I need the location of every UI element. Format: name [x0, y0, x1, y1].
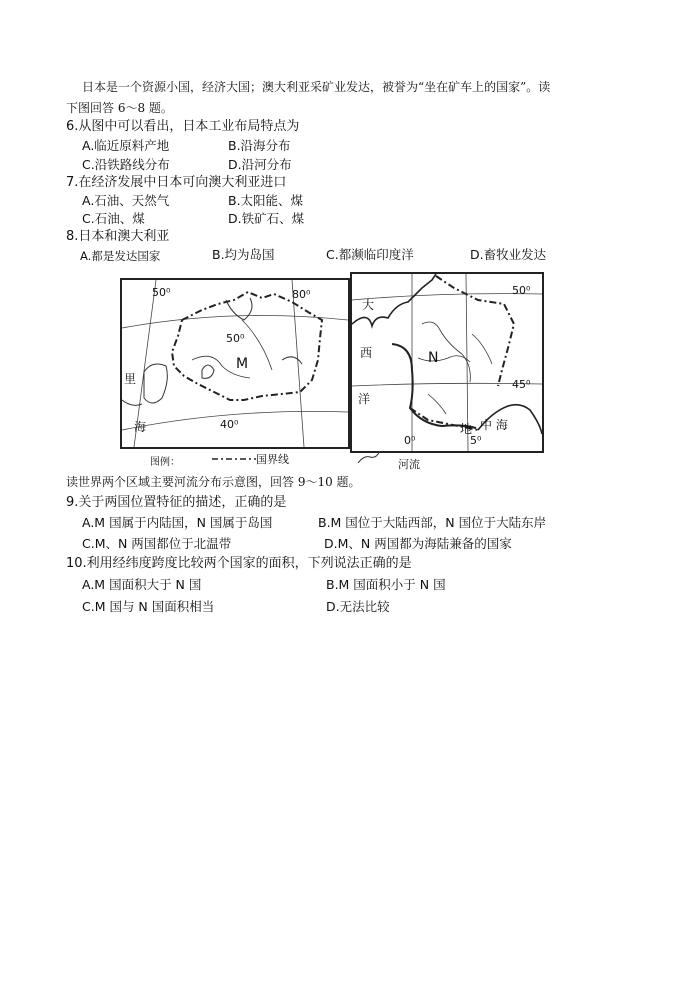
n-sea-yang: 洋	[358, 392, 371, 406]
question-6-option-c: C.沿铁路线分布	[82, 157, 170, 172]
intro-text-2: 下图回答 6～8 题。	[66, 101, 173, 115]
question-8-option-a: A.都是发达国家	[80, 249, 161, 263]
legend-border-symbol	[212, 455, 256, 463]
question-10-option-a: A.M 国面积大于 N 国	[82, 577, 202, 592]
question-6-option-d: D.沿河分布	[228, 157, 292, 172]
m-lat-50-label: 50⁰	[152, 286, 171, 299]
map-country-m	[120, 278, 350, 449]
n-sea-da: 大	[362, 298, 375, 312]
n-lat-50-label: 50⁰	[512, 284, 531, 297]
legend-river-label: 河流	[398, 458, 420, 471]
question-8-option-b: B.均为岛国	[212, 247, 275, 262]
question-9-stem: 9.关于两国位置特征的描述，正确的是	[66, 495, 287, 510]
n-country-border	[436, 276, 514, 386]
question-6-stem: 6.从图中可以看出，日本工业布局特点为	[66, 119, 300, 134]
n-lon-5-label: 5⁰	[470, 434, 482, 447]
intro-text-1: 日本是一个资源小国，经济大国；澳大利亚采矿业发达，被誉为“坐在矿车上的国家”。读	[82, 80, 551, 94]
question-10-option-d: D.无法比较	[326, 599, 390, 614]
m-sea-li: 里	[124, 372, 137, 386]
question-6-option-a: A.临近原料产地	[82, 138, 170, 153]
question-10-stem: 10.利用经纬度跨度比较两个国家的面积，下列说法正确的是	[66, 556, 412, 571]
question-7-option-a: A.石油、天然气	[82, 193, 170, 208]
question-7-option-b: B.太阳能、煤	[228, 193, 304, 208]
question-10-option-b: B.M 国面积小于 N 国	[326, 577, 446, 592]
question-6-option-b: B.沿海分布	[228, 138, 291, 153]
n-sea-zhonghai: 中 海	[480, 418, 508, 432]
intro-text-3: 读世界两个区域主要河流分布示意图，回答 9～10 题。	[66, 475, 361, 489]
question-7-stem: 7.在经济发展中日本可向澳大利亚进口	[66, 175, 287, 190]
n-sea-xi: 西	[360, 346, 373, 360]
legend-title: 图例：	[150, 457, 180, 468]
question-7-option-c: C.石油、煤	[82, 211, 145, 226]
m-lat-40-label: 40⁰	[220, 418, 239, 431]
question-9-option-d: D.M、N 两国都为海陆兼备的国家	[324, 536, 512, 551]
n-lat-45-label: 45⁰	[512, 378, 531, 391]
legend-border-label: 国界线	[256, 453, 289, 466]
question-9-option-c: C.M、N 两国都位于北温带	[82, 536, 232, 551]
question-7-option-d: D.铁矿石、煤	[228, 211, 305, 226]
question-8-option-c: C.都濒临印度洋	[326, 247, 414, 262]
n-country-label: N	[428, 350, 439, 366]
n-lon-0-label: 0⁰	[404, 434, 416, 447]
question-8-stem: 8.日本和澳大利亚	[66, 229, 170, 244]
m-country-label: M	[236, 356, 249, 372]
m-lon-80-label: 80⁰	[292, 288, 311, 301]
m-sea-hai: 海	[134, 420, 147, 434]
question-9-option-b: B.M 国位于大陆西部，N 国位于大陆东岸	[318, 515, 547, 530]
n-sea-di: 地	[460, 422, 473, 436]
map-country-n	[350, 272, 544, 453]
question-10-option-c: C.M 国与 N 国面积相当	[82, 599, 215, 614]
legend-river-symbol	[356, 449, 382, 465]
map-n-drawing	[352, 274, 542, 451]
question-9-option-a: A.M 国属于内陆国，N 国属于岛国	[82, 515, 273, 530]
question-8-option-d: D.畜牧业发达	[470, 247, 547, 262]
m-lat-50b-label: 50⁰	[226, 332, 245, 345]
